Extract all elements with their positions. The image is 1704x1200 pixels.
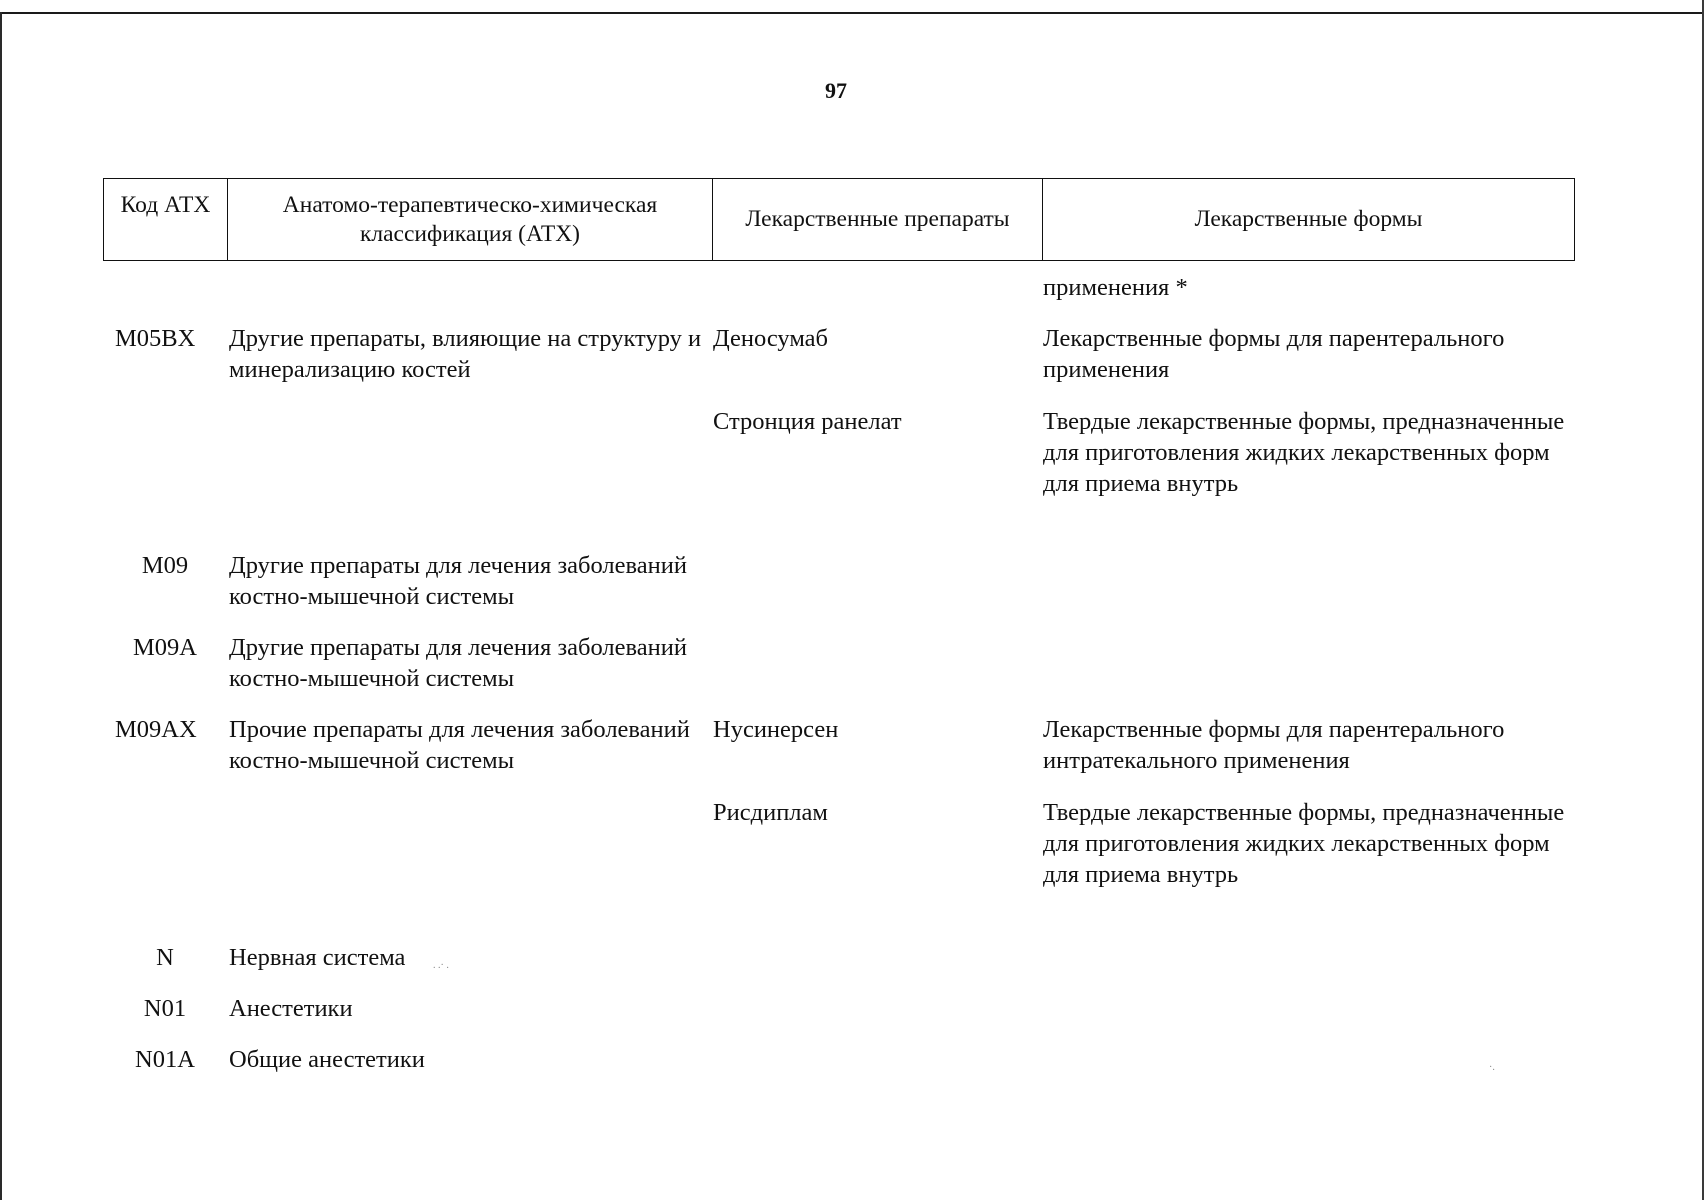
- atc-classification: Общие анестетики: [229, 1046, 425, 1073]
- atc-classification: Другие препараты, влияющие на структуру и минерализацию костей: [229, 325, 702, 383]
- atc-code: M09AX: [115, 716, 197, 743]
- atc-classification: Другие препараты для лечения заболеваний костно-мышечной системы: [229, 634, 687, 692]
- drug-name: Стронция ранелат: [713, 408, 902, 435]
- header-classification: Анатомо-терапевтическо-химическая классификация (АТХ): [228, 179, 713, 260]
- atc-code: N01A: [135, 1046, 195, 1073]
- atc-classification: Анестетики: [229, 995, 353, 1022]
- page-number: 97: [825, 78, 847, 103]
- scan-speckle: . .· .: [433, 960, 449, 971]
- scan-edge-top: [0, 0, 1704, 14]
- form-continuation: применения *: [1043, 274, 1188, 301]
- atc-code: N: [156, 944, 174, 971]
- atc-classification: Прочие препараты для лечения заболеваний костно-мышечной системы: [229, 716, 690, 774]
- drug-name: Деносумаб: [713, 325, 829, 352]
- scan-edge-left: [0, 12, 2, 1200]
- drug-name: Нусинерсен: [713, 716, 839, 743]
- atc-classification: Другие препараты для лечения заболеваний костно-мышечной системы: [229, 552, 687, 610]
- dosage-form: Лекарственные формы для парентерального интратекального применения: [1043, 716, 1505, 774]
- header-code: Код АТХ: [104, 179, 228, 260]
- atc-classification: Нервная система: [229, 944, 406, 971]
- table-header: [103, 178, 1575, 261]
- drug-name: Рисдиплам: [713, 799, 828, 826]
- dosage-form: Твердые лекарственные формы, предназначенные для приготовления жидких лекарственных форм для приема внутрь: [1043, 799, 1565, 888]
- header-drugs: Лекарственные препараты: [713, 179, 1043, 260]
- dosage-form: Лекарственные формы для парентерального применения: [1043, 325, 1505, 383]
- scan-speckle: ·.: [1489, 1062, 1495, 1073]
- atc-code: M09A: [133, 634, 197, 661]
- atc-code: N01: [143, 995, 187, 1022]
- dosage-form: Твердые лекарственные формы, предназначенные для приготовления жидких лекарственных форм для приема внутрь: [1043, 408, 1565, 497]
- atc-code: M09: [141, 552, 189, 579]
- atc-code: M05BX: [115, 325, 196, 352]
- header-forms: Лекарственные формы: [1194, 206, 1423, 232]
